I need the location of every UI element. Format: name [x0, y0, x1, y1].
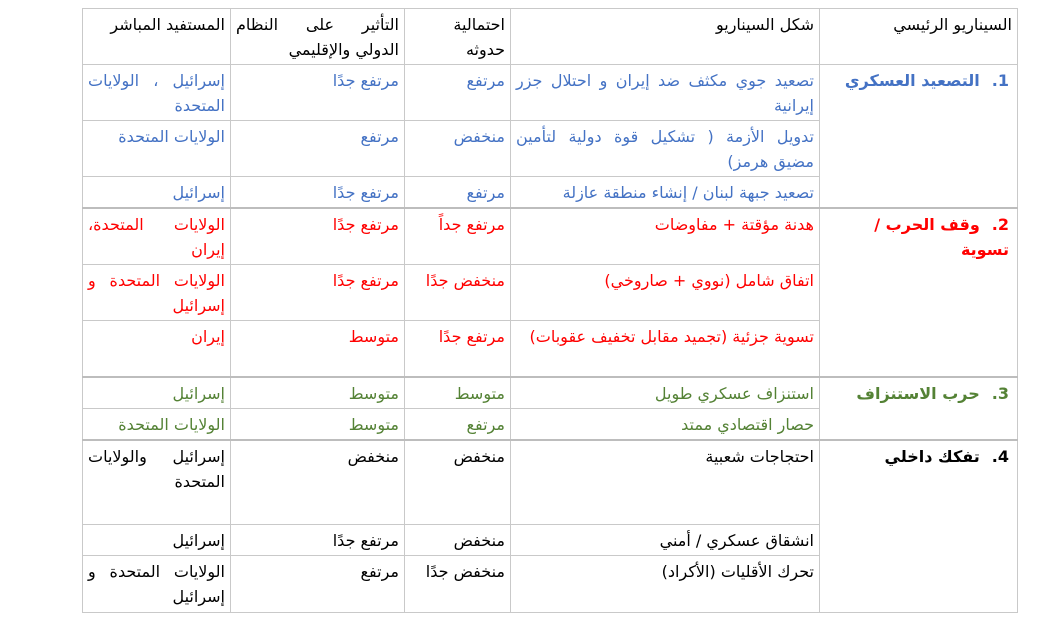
scenarios-table	[82, 8, 1018, 613]
header-impact: التأثير على النظام الدولي والإقليمي	[231, 9, 405, 65]
impact-cell: متوسط	[231, 321, 405, 377]
probability-cell: متوسط	[405, 377, 511, 409]
impact-cell: منخفض	[231, 440, 405, 525]
impact-cell: مرتفع	[231, 556, 405, 613]
scenario-form-cell: اتفاق شامل (نووي + صاروخي)	[511, 265, 820, 321]
impact-cell: مرتفع جدًا	[231, 525, 405, 556]
main-scenario-cell	[820, 208, 1018, 377]
impact-cell: مرتفع جدًا	[231, 65, 405, 121]
table-row	[83, 208, 1018, 265]
probability-cell: منخفض جدًا	[405, 556, 511, 613]
impact-cell: مرتفع	[231, 121, 405, 177]
scenario-title: تفكك داخلي	[884, 446, 980, 466]
scenario-form-cell: حصار اقتصادي ممتد	[511, 408, 820, 440]
scenario-number: 1.	[991, 71, 1009, 90]
scenario-number: 3.	[991, 383, 1009, 403]
beneficiary-cell: إسرائيل	[83, 525, 231, 556]
beneficiary-cell: الولايات المتحدة و إسرائيل	[83, 556, 231, 613]
probability-cell: مرتفع جداً	[405, 208, 511, 265]
header-scenario-form: شكل السيناريو	[511, 9, 820, 65]
probability-cell: منخفض	[405, 525, 511, 556]
beneficiary-cell: إسرائيل ، الولايات المتحدة	[83, 65, 231, 121]
impact-cell: مرتفع جدًا	[231, 177, 405, 209]
scenario-form-cell: تحرك الأقليات (الأكراد)	[511, 556, 820, 613]
scenario-title: حرب الاستنزاف	[856, 383, 980, 403]
scenario-form-cell: هدنة مؤقتة + مفاوضات	[511, 208, 820, 265]
beneficiary-cell: الولايات المتحدة	[83, 121, 231, 177]
table-row	[83, 440, 1018, 525]
scenario-number: 2.	[991, 215, 1009, 234]
beneficiary-cell: إسرائيل	[83, 177, 231, 209]
scenario-title: التصعيد العسكري	[844, 71, 980, 90]
scenario-number: 4.	[991, 446, 1009, 466]
probability-cell: منخفض جدًا	[405, 265, 511, 321]
scenario-form-cell: تسوية جزئية (تجميد مقابل تخفيف عقوبات)	[511, 321, 820, 377]
header-main-scenario: السيناريو الرئيسي	[820, 9, 1018, 65]
scenario-form-cell: احتجاجات شعبية	[511, 440, 820, 525]
beneficiary-cell: إسرائيل والولايات المتحدة	[83, 440, 231, 525]
beneficiary-cell: إيران	[83, 321, 231, 377]
impact-cell: متوسط	[231, 408, 405, 440]
beneficiary-cell: الولايات المتحدة	[83, 408, 231, 440]
beneficiary-cell: الولايات المتحدة و إسرائيل	[83, 265, 231, 321]
main-scenario-cell	[820, 65, 1018, 209]
scenario-form-cell: انشقاق عسكري / أمني	[511, 525, 820, 556]
scenario-form-cell: استنزاف عسكري طويل	[511, 377, 820, 409]
scenario-form-cell: تصعيد جبهة لبنان / إنشاء منطقة عازلة	[511, 177, 820, 209]
probability-cell: مرتفع	[405, 408, 511, 440]
impact-cell: متوسط	[231, 377, 405, 409]
probability-cell: منخفض	[405, 440, 511, 525]
scenario-title: وقف الحرب / تسوية	[874, 215, 1009, 259]
probability-cell: مرتفع	[405, 177, 511, 209]
header-probability: احتمالية حدوثه	[405, 9, 511, 65]
beneficiary-cell: إسرائيل	[83, 377, 231, 409]
impact-cell: مرتفع جدًا	[231, 265, 405, 321]
scenario-form-cell: تدويل الأزمة ( تشكيل قوة دولية لتأمين مضيق هرمز)	[511, 121, 820, 177]
table-row	[83, 377, 1018, 409]
table-header-row	[83, 9, 1018, 65]
table-row	[83, 65, 1018, 121]
probability-cell: مرتفع	[405, 65, 511, 121]
beneficiary-cell: الولايات المتحدة، إيران	[83, 208, 231, 265]
scenario-form-cell: تصعيد جوي مكثف ضد إيران و احتلال جزر إيرانية	[511, 65, 820, 121]
header-beneficiary: المستفيد المباشر	[83, 9, 231, 65]
probability-cell: منخفض	[405, 121, 511, 177]
probability-cell: مرتفع جدًا	[405, 321, 511, 377]
impact-cell: مرتفع جدًا	[231, 208, 405, 265]
main-scenario-cell	[820, 377, 1018, 440]
main-scenario-cell	[820, 440, 1018, 613]
